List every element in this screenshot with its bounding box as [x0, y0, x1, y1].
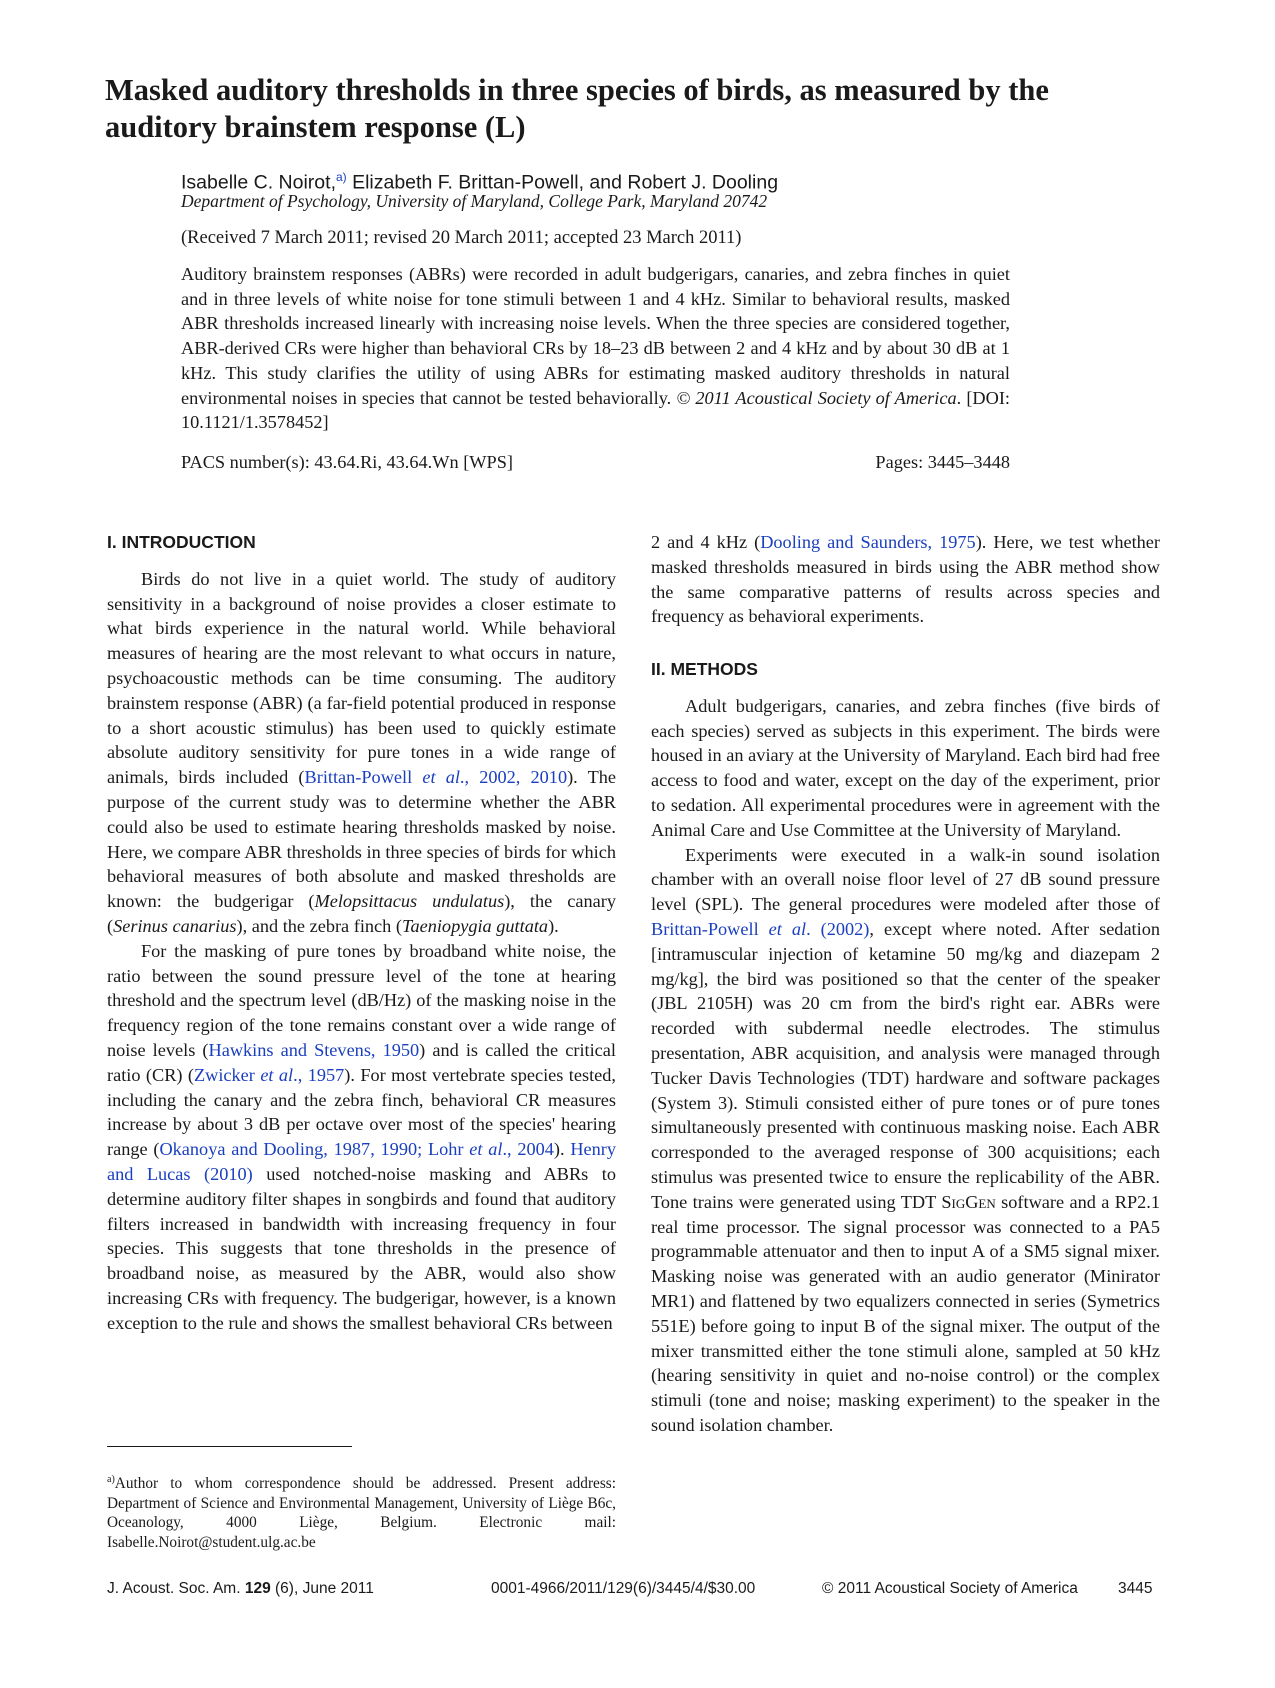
- citation-text: Brittan-Powell: [651, 918, 769, 939]
- footnote-marker: a): [107, 1474, 115, 1485]
- abstract-copyright: © 2011 Acoustical Society of America: [676, 387, 957, 408]
- intro-paragraph-2-continued: [651, 530, 1160, 629]
- methods-paragraph-1: Adult budgerigars, canaries, and zebra finches (five birds of each species) served as subjects in this experiment. The birds were housed in an aviary at the University of Maryland. Each bird had free access to food and water, except on the day of the experiment, prior to sedation. All experimental procedures were in agreement with the Animal Care and Use Committee at the University of Maryland.: [651, 695, 1160, 840]
- footnote-text: Author to whom correspondence should be addressed. Present address: Department of Science and Environmental Management, University of Liège B6c, Oceanology, 4000 Liège, Belgium. Electronic mail: Isabelle.Noirot@student.ulg.ac.be: [107, 1475, 616, 1551]
- intro-paragraph-1: [107, 567, 616, 939]
- journal-issue: (6), June 2011: [270, 1580, 374, 1597]
- citation-link[interactable]: [305, 767, 568, 787]
- citation-text: Brittan-Powell: [304, 767, 423, 788]
- journal-name: J. Acoust. Soc. Am.: [107, 1580, 245, 1597]
- citation-separator: ,: [370, 1139, 381, 1160]
- intro-paragraph-2-tail: [651, 530, 1160, 629]
- pacs-line: [181, 450, 1010, 474]
- intro-paragraph-2: [107, 939, 616, 1336]
- citation-year: ., 1957: [293, 1064, 345, 1085]
- left-column: [107, 530, 616, 1336]
- abstract-text: Auditory brainstem responses (ABRs) were recorded in adult budgerigars, canaries, and zebra finches in quiet and in three levels of white noise for tone stimuli between 1 and 4 kHz. Similar to behavioral results, masked ABR thresholds increased linearly with increasing noise levels. When the three species are considered together, ABR-derived CRs were higher than behavioral CRs by 18–23 dB between 2 and 4 kHz and by about 30 dB at 1 kHz. This study clarifies the utility of using ABRs for estimating masked auditory thresholds in natural environmental noises in species that cannot be tested behaviorally.: [181, 264, 1010, 408]
- citation-link[interactable]: 1990: [380, 1139, 418, 1160]
- page-range: Pages: 3445–3448: [875, 452, 1010, 472]
- text-run: ). For most vertebrate species tested, including the canary and the zebra finch, behavioral CR measures increase by about 3 dB per octave over most of the species' hearing range (: [107, 1064, 617, 1160]
- text-run: ). The purpose of the current study was to determine whether the ABR could also be used to estimate hearing thresholds masked by noise. Here, we compare ABR thresholds in three species of birds for which behavioral measures of both absolute and masked thresholds are known: the budgerigar (: [107, 767, 617, 912]
- citation-link[interactable]: [651, 919, 869, 939]
- text-run: Birds do not live in a quiet world. The study of auditory sensitivity in a background of noise provides a closer estimate to what birds experience in the natural world. While behavioral measures of hearing are the most relevant to what occurs in nature, psychoacoustic methods can be time consuming. The auditory brainstem response (ABR) (a far-field potential produced in response to a short acoustic stimulus) has been used to quickly estimate absolute auditory sensitivity for pure tones in a wide range of animals, birds included (: [107, 568, 616, 788]
- methods-paragraph-2: [651, 843, 1160, 1438]
- species-name: Melopsittacus undulatus: [314, 891, 505, 912]
- citation-etal: et al: [260, 1064, 294, 1085]
- footer-journal: [107, 1579, 374, 1599]
- citation-link[interactable]: [428, 1139, 554, 1159]
- footnote-link[interactable]: a): [335, 170, 347, 184]
- text-run: used notched-noise masking and ABRs to determine auditory filter shapes in songbirds and found that auditory filters increased in bandwidth with increasing frequency in four species. This suggests that tone thresholds in the presence of broadband noise, as measured by the ABR, would also show increasing CRs with frequency. The budgerigar, however, is a known exception to the rule and shows the smallest behavioral CRs between: [107, 1163, 616, 1333]
- footnote-divider: [107, 1446, 352, 1447]
- text-run: ), and the zebra finch (: [236, 915, 402, 936]
- text-run: ). Here, we test whether masked thresholds measured in birds using the ABR method show the same comparative patterns of results across species and frequency as behavioral experiments.: [651, 532, 1161, 627]
- section-heading-introduction: I. INTRODUCTION: [107, 532, 256, 552]
- citation-link[interactable]: Henry and Lucas (2010): [107, 1139, 617, 1184]
- citation-link[interactable]: Dooling and Saunders, 1975: [760, 532, 976, 552]
- footer-article-code: 0001-4966/2011/129(6)/3445/4/$30.00: [491, 1580, 756, 1597]
- citation-etal: et al: [469, 1139, 503, 1160]
- pacs-numbers: PACS number(s): 43.64.Ri, 43.64.Wn [WPS]: [181, 452, 513, 472]
- text-run: ), the canary (: [107, 891, 616, 936]
- citation-etal: et al: [422, 767, 460, 788]
- citation-etal: et al: [768, 918, 807, 939]
- text-run: software and a RP2.1 real time processor. The signal processor was connected to a PA5 programmable attenuator and then to input A of a SM5 signal mixer. Masking noise was generated with an audio generator (Minirator MR1) and flattened by two equalizers connected in series (Symetrics 551E) before going to input B of the signal mixer. The output of the mixer transmitted either the tone stimuli alone, sampled at 50 kHz (hearing sensitivity in quiet and no-noise control) or the complex stimuli (tone and noise; masking experiment) to the speaker in the sound isolation chamber.: [651, 1191, 1160, 1435]
- citation-year: ., 2004: [502, 1139, 554, 1160]
- footer-copyright: © 2011 Acoustical Society of America: [822, 1580, 1078, 1597]
- citation-link[interactable]: Okanoya and Dooling, 1987: [159, 1139, 371, 1160]
- right-column: [651, 657, 1160, 1438]
- affiliation: Department of Psychology, University of Maryland, College Park, Maryland 20742: [181, 191, 768, 211]
- footnote: [107, 1470, 616, 1552]
- citation-separator: ;: [417, 1139, 428, 1160]
- citation-link[interactable]: [194, 1065, 344, 1085]
- abstract-doi: . [DOI: 10.1121/1.3578452]: [181, 387, 1010, 433]
- citation-link[interactable]: Hawkins and Stevens, 1950: [208, 1039, 420, 1060]
- citation-year: . (2002): [806, 918, 870, 939]
- species-name: Taeniopygia guttata: [401, 915, 549, 936]
- text-run: 2 and 4 kHz (: [651, 532, 761, 552]
- text-run: ).: [553, 1139, 571, 1160]
- text-run: For the masking of pure tones by broadband white noise, the ratio between the sound pressure level of the tone at hearing threshold and the spectrum level (dB/Hz) of the masking noise in the frequency region of the tone remains constant over a wide range of noise levels (: [107, 940, 616, 1060]
- journal-volume: 129: [244, 1580, 271, 1597]
- text-run: Experiments were executed in a walk-in sound isolation chamber with an overall noise floor level of 27 dB sound pressure level (SPL). The general procedures were modeled after those of: [651, 844, 1160, 915]
- abstract: [181, 262, 1010, 435]
- paper-title: Masked auditory thresholds in three species of birds, as measured by the auditory brainstem response (L): [105, 73, 1049, 144]
- text-run: ).: [548, 915, 559, 936]
- author-first: Isabelle C. Noirot,: [181, 171, 336, 194]
- text-run: ) and is called the critical ratio (CR) (: [107, 1039, 616, 1085]
- species-name: Serinus canarius: [113, 915, 237, 936]
- text-run: , except where noted. After sedation [intramuscular injection of ketamine 50 mg/kg and diazepam 2 mg/kg], the bird was positioned so that the center of the speaker (JBL 2105H) was 20 cm from the bird's right ear. ABRs were recorded with subdermal needle electrodes. The stimulus presentation, ABR acquisition, and analysis were managed through Tucker Davis Technologies (TDT) hardware and software packages (System 3). Stimuli consisted either of pure tones or of pure tones simultaneously presented with continuous masking noise. Each ABR corresponded to the averaged response of 300 acquisitions; each stimulus was presented twice to ensure the replicability of the ABR. Tone trains were generated using TDT: [651, 918, 1161, 1212]
- section-heading-methods: II. METHODS: [651, 659, 758, 679]
- software-name: SigGen: [941, 1191, 996, 1212]
- received-dates: (Received 7 March 2011; revised 20 March 2011; accepted 23 March 2011): [181, 228, 742, 248]
- citation-year: ., 2002, 2010: [459, 767, 568, 788]
- author-rest: Elizabeth F. Brittan-Powell, and Robert J. Dooling: [346, 171, 779, 194]
- citation-text: Lohr: [427, 1139, 470, 1160]
- page-number: 3445: [1118, 1580, 1153, 1597]
- citation-text: Zwicker: [193, 1064, 261, 1085]
